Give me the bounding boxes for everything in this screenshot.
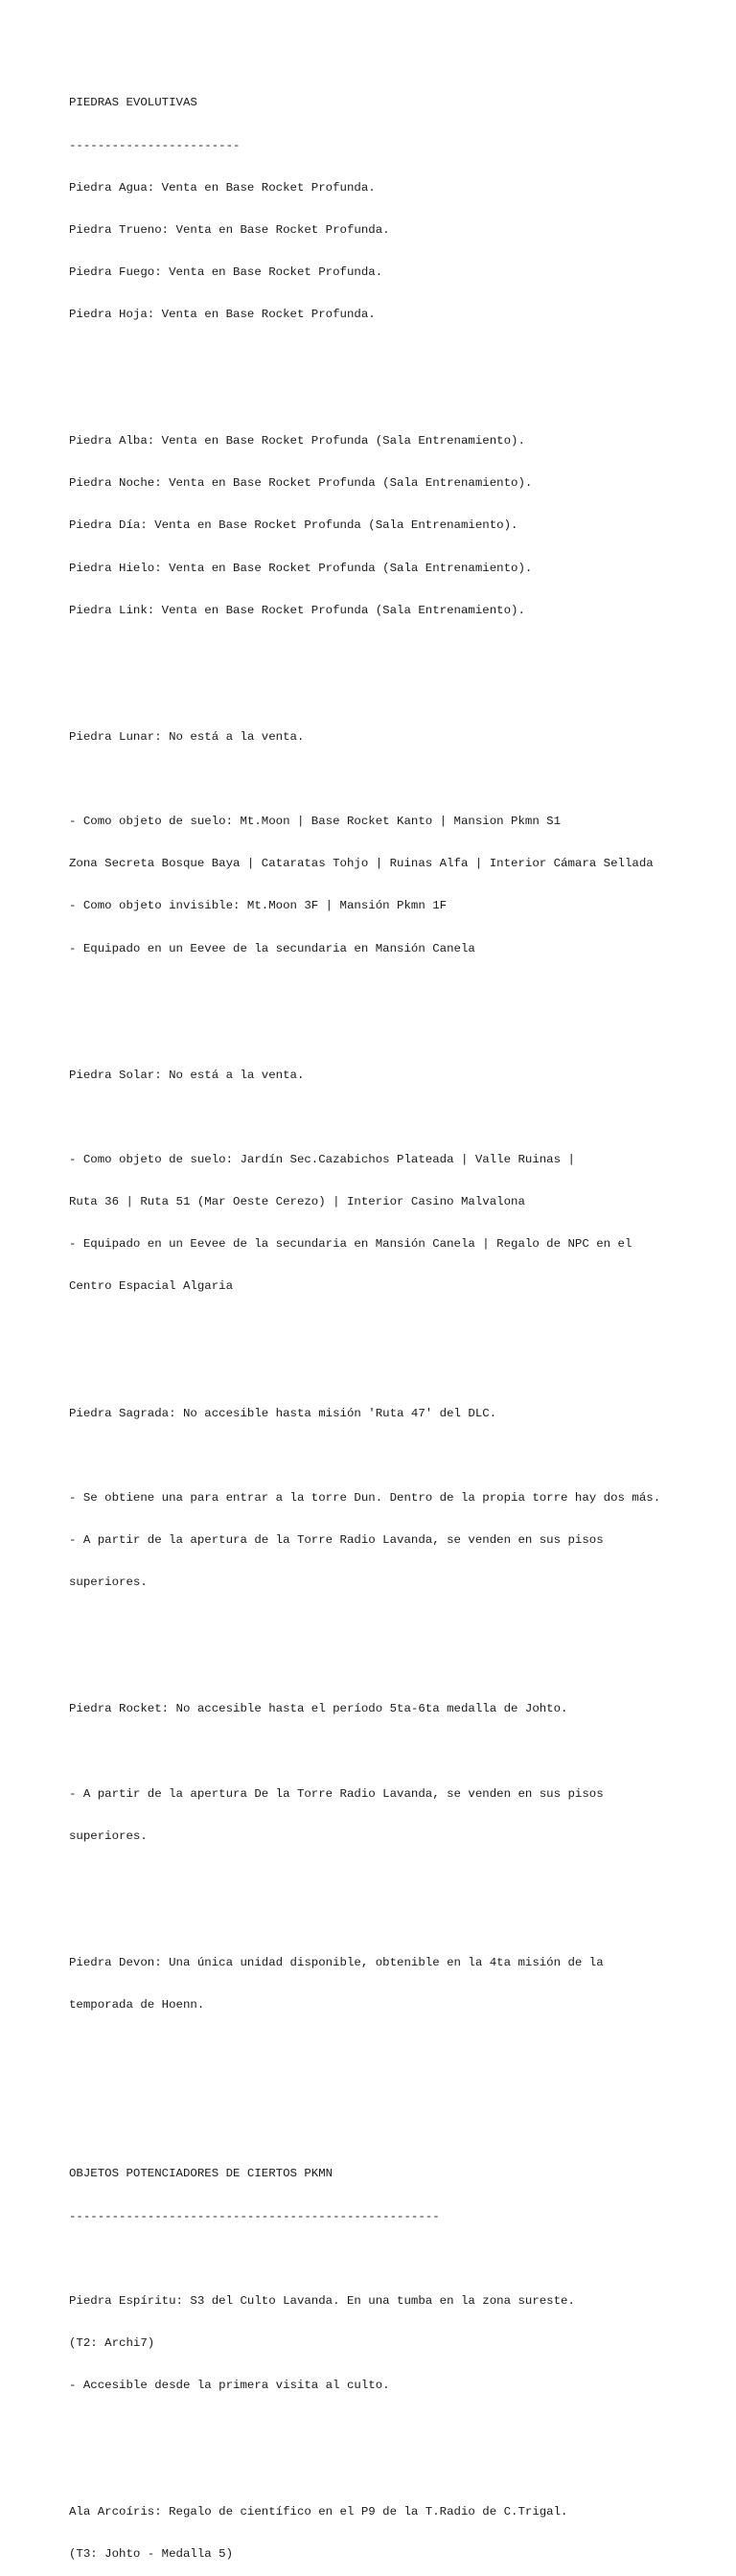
text-line: - A partir de la apertura De la Torre Radio Lavanda, se venden en sus pisos bbox=[69, 1786, 604, 1801]
text-line: superiores. bbox=[69, 1576, 148, 1590]
blank-line bbox=[69, 1111, 721, 1125]
section-divider: ------------------------ bbox=[69, 138, 241, 152]
text-line: Piedra Lunar: No está a la venta. bbox=[69, 729, 305, 744]
text-line: Piedra Devon: Una única unidad disponible, obtenible en la 4ta misión de la bbox=[69, 1955, 604, 1969]
text-line: - Accesible desde la primera visita al culto. bbox=[69, 2379, 390, 2392]
text-line: Piedra Rocket: No accesible hasta el período 5ta-6ta medalla de Johto. bbox=[69, 1702, 568, 1716]
blank-line bbox=[69, 2125, 721, 2139]
document-body bbox=[69, 68, 721, 2576]
text-line: Centro Espacial Algaria bbox=[69, 1279, 234, 1294]
text-line: Piedra Sagrada: No accesible hasta misión 'Ruta 47' del DLC. bbox=[69, 1406, 497, 1420]
text-line: Piedra Agua: Venta en Base Rocket Profunda. bbox=[69, 180, 376, 195]
text-line: Piedra Hoja: Venta en Base Rocket Profunda. bbox=[69, 307, 376, 321]
blank-line bbox=[69, 1449, 721, 1463]
blank-line bbox=[69, 984, 721, 999]
blank-line bbox=[69, 1618, 721, 1632]
blank-line bbox=[69, 688, 721, 702]
text-line: Piedra Link: Venta en Base Rocket Profunda (Sala Entrenamiento). bbox=[69, 603, 525, 617]
blank-line bbox=[69, 1744, 721, 1759]
blank-line bbox=[69, 1322, 721, 1336]
blank-line bbox=[69, 2082, 721, 2097]
text-line: (T3: Johto - Medalla 5) bbox=[69, 2547, 234, 2562]
section-divider: ---------------------------------------------------- bbox=[69, 2209, 440, 2223]
blank-line bbox=[69, 1872, 721, 1886]
text-line: superiores. bbox=[69, 1828, 148, 1843]
blank-line bbox=[69, 2252, 721, 2266]
text-line: Piedra Hielo: Venta en Base Rocket Profunda (Sala Entrenamiento). bbox=[69, 561, 533, 575]
text-line: - A partir de la apertura de la Torre Radio Lavanda, se venden en sus pisos bbox=[69, 1532, 604, 1547]
text-line: Zona Secreta Bosque Baya | Cataratas Tohjo | Ruinas Alfa | Interior Cámara Sellada bbox=[69, 857, 654, 871]
text-line: - Como objeto invisible: Mt.Moon 3F | Mansión Pkmn 1F bbox=[69, 899, 448, 913]
blank-line bbox=[69, 2421, 721, 2435]
text-line: Piedra Espíritu: S3 del Culto Lavanda. En una tumba en la zona sureste. bbox=[69, 2293, 575, 2308]
blank-line bbox=[69, 2040, 721, 2055]
text-line: Piedra Día: Venta en Base Rocket Profunda (Sala Entrenamiento). bbox=[69, 518, 518, 533]
text-line: - Como objeto de suelo: Mt.Moon | Base Rocket Kanto | Mansion Pkmn S1 bbox=[69, 815, 562, 829]
text-line: Piedra Solar: No está a la venta. bbox=[69, 1068, 305, 1082]
text-line: Piedra Trueno: Venta en Base Rocket Profunda. bbox=[69, 222, 390, 237]
text-line: Piedra Fuego: Venta en Base Rocket Profunda. bbox=[69, 264, 383, 279]
text-line: - Equipado en un Eevee de la secundaria en Mansión Canela bbox=[69, 941, 475, 955]
text-line: - Como objeto de suelo: Jardín Sec.Cazabichos Plateada | Valle Ruinas | bbox=[69, 1153, 575, 1167]
blank-line bbox=[69, 1026, 721, 1041]
blank-line bbox=[69, 2463, 721, 2477]
blank-line bbox=[69, 1914, 721, 1928]
blank-line bbox=[69, 350, 721, 364]
section-title: OBJETOS POTENCIADORES DE CIERTOS PKMN bbox=[69, 2167, 334, 2181]
blank-line bbox=[69, 392, 721, 406]
blank-line bbox=[69, 1365, 721, 1379]
section-title: PIEDRAS EVOLUTIVAS bbox=[69, 96, 197, 110]
text-line: Ruta 36 | Ruta 51 (Mar Oeste Cerezo) | Interior Casino Malvalona bbox=[69, 1195, 525, 1209]
text-line: - Equipado en un Eevee de la secundaria en Mansión Canela | Regalo de NPC en el bbox=[69, 1237, 632, 1252]
text-line: (T2: Archi7) bbox=[69, 2335, 155, 2350]
blank-line bbox=[69, 646, 721, 660]
text-line: - Se obtiene una para entrar a la torre Dun. Dentro de la propia torre hay dos más. bbox=[69, 1490, 661, 1505]
blank-line bbox=[69, 1660, 721, 1674]
text-line: Piedra Alba: Venta en Base Rocket Profunda (Sala Entrenamiento). bbox=[69, 434, 525, 448]
text-line: temporada de Hoenn. bbox=[69, 1998, 205, 2012]
text-line: Piedra Noche: Venta en Base Rocket Profunda (Sala Entrenamiento). bbox=[69, 476, 533, 491]
text-line: Ala Arcoíris: Regalo de científico en el P9 de la T.Radio de C.Trigal. bbox=[69, 2505, 568, 2519]
blank-line bbox=[69, 772, 721, 787]
